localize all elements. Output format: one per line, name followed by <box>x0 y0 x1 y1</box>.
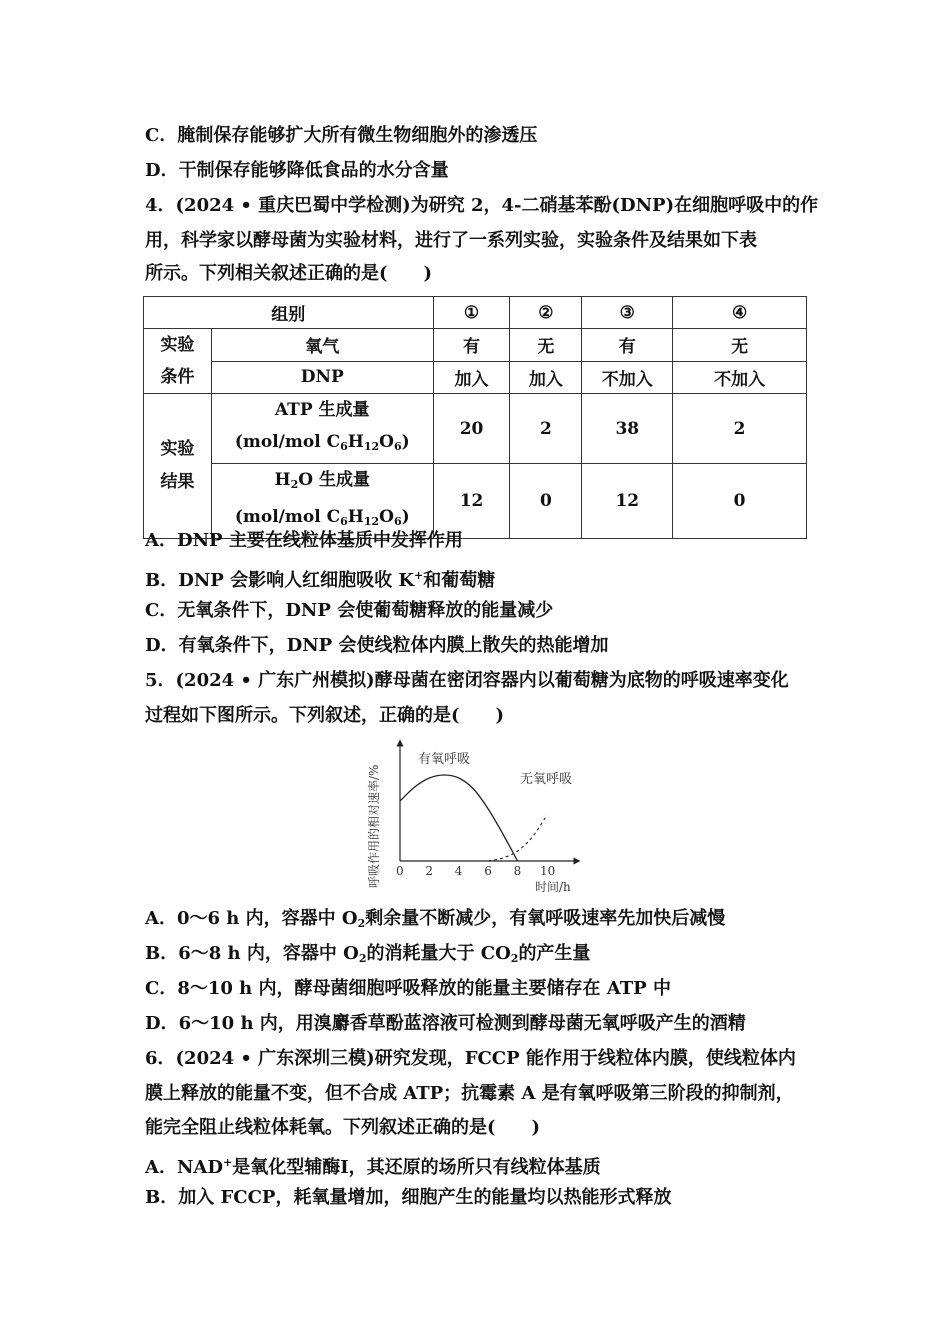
q6-option-b: B．加入 FCCP，耗氧量增加，细胞产生的能量均以热能形式释放 <box>145 1187 672 1208</box>
table-row <box>144 297 807 329</box>
table-row <box>144 329 807 362</box>
conditions-label-1: 实验 <box>160 335 195 355</box>
dnp-label: DNP <box>211 361 433 394</box>
h2o-label <box>212 464 433 501</box>
group-header: 组别 <box>144 297 434 329</box>
group-4: ④ <box>673 297 807 329</box>
option-text: 是氧化型辅酶Ⅰ，其还原的场所只有线粒体基质 <box>232 1157 601 1178</box>
unit-letter: O <box>379 507 394 527</box>
unit-sub: 12 <box>363 515 380 528</box>
unit-sub: 6 <box>393 515 402 528</box>
atp-2: 2 <box>510 394 582 464</box>
group-1: ① <box>433 297 510 329</box>
unit-suffix: ) <box>401 432 410 452</box>
results-label <box>144 394 212 539</box>
q5-option-b <box>145 944 590 969</box>
group-2: ② <box>510 297 582 329</box>
oxygen-1: 有 <box>433 329 510 362</box>
q5-stem-line1: 5．(2024 • 广东广州模拟)酵母菌在密闭容器内以葡萄糖为底物的呼吸速率变化 <box>145 670 789 691</box>
atp-1: 20 <box>433 394 510 464</box>
q4-stem-line3: 所示。下列相关叙述正确的是( ) <box>145 263 433 284</box>
y-axis-label: 呼吸作用的相对速率/% <box>367 764 381 888</box>
unit-sub: 6 <box>340 440 348 453</box>
oxygen-3: 有 <box>582 329 673 362</box>
q4-option-b <box>145 566 495 591</box>
unit-sub: 6 <box>340 515 348 528</box>
dnp-3: 不加入 <box>582 361 673 394</box>
option-text: B．DNP 会影响人红细胞吸收 K <box>145 570 414 591</box>
legend-anaerobic: 无氧呼吸 <box>520 772 573 787</box>
option-text: A．NAD <box>145 1157 223 1178</box>
h2o-1: 12 <box>433 464 510 539</box>
q6-stem-line1: 6．(2024 • 广东深圳三模)研究发现，FCCP 能作用于线粒体内膜，使线粒体内 <box>145 1048 796 1069</box>
h2o-4: 0 <box>673 464 807 539</box>
h2o-sub: 2 <box>290 478 299 491</box>
x-axis-label: 时间/h <box>535 880 571 894</box>
option-text: 和葡萄糖 <box>423 570 496 591</box>
x-tick-label: 8 <box>513 864 522 878</box>
unit-prefix: (mol/mol C <box>234 432 341 452</box>
option-text: 的消耗量大于 CO <box>366 943 511 964</box>
option-text: 剩余量不断减少，有氧呼吸速率先加快后减慢 <box>365 908 726 929</box>
unit-letter: H <box>347 507 364 527</box>
superscript: + <box>414 569 424 582</box>
atp-4: 2 <box>673 394 807 464</box>
q6-option-a <box>145 1153 601 1178</box>
oxygen-2: 无 <box>510 329 582 362</box>
q4-stem-line2: 用，科学家以酵母菌为实验材料，进行了一系列实验，实验条件及结果如下表 <box>145 230 757 251</box>
q5-option-a <box>145 909 725 934</box>
dnp-4: 不加入 <box>673 361 807 394</box>
subscript: 2 <box>510 952 519 965</box>
q6-stem-line3: 能完全阻止线粒体耗氧。下列叙述正确的是( ) <box>145 1117 541 1138</box>
table-row <box>144 394 807 464</box>
dnp-2: 加入 <box>510 361 582 394</box>
x-tick-label: 4 <box>454 864 463 878</box>
h2o-letter: H <box>274 470 291 490</box>
x-tick-label: 6 <box>484 864 492 878</box>
superscript: + <box>223 1156 233 1169</box>
series-aerobic-line <box>400 775 518 861</box>
group-3: ③ <box>582 297 673 329</box>
legend-aerobic: 有氧呼吸 <box>418 752 471 767</box>
unit-sub: 12 <box>363 440 380 453</box>
respiration-rate-chart <box>365 738 595 898</box>
conditions-label <box>144 329 212 394</box>
option-text: B．6～8 h 内，容器中 O <box>145 943 359 964</box>
conditions-label-2: 条件 <box>160 367 195 387</box>
unit-letter: O <box>379 432 394 452</box>
results-label-2: 结果 <box>160 472 195 492</box>
h2o-label-cell <box>211 464 433 539</box>
x-tick-label: 2 <box>425 864 434 878</box>
q4-stem-line1: 4．(2024 • 重庆巴蜀中学检测)为研究 2，4-二硝基苯酚(DNP)在细胞呼吸中的作 <box>145 195 819 216</box>
q4-option-c: C．无氧条件下，DNP 会使葡萄糖释放的能量减少 <box>145 600 554 621</box>
atp-3: 38 <box>582 394 673 464</box>
series-anaerobic-line <box>488 815 547 861</box>
atp-label: ATP 生成量 <box>274 400 370 420</box>
subscript: 2 <box>358 952 367 965</box>
q4-option-a: A．DNP 主要在线粒体基质中发挥作用 <box>145 530 463 551</box>
option-text: 的产生量 <box>518 943 591 964</box>
q4-data-table <box>143 296 807 539</box>
h2o-text: O 生成量 <box>298 470 370 490</box>
oxygen-4: 无 <box>673 329 807 362</box>
q3-option-d: D．干制保存能够降低食品的水分含量 <box>145 160 449 181</box>
unit-prefix: (mol/mol C <box>234 507 341 527</box>
table-row <box>144 464 807 539</box>
unit-sub: 6 <box>393 440 402 453</box>
x-tick-label: 10 <box>540 864 556 878</box>
q5-stem-line2: 过程如下图所示。下列叙述，正确的是( ) <box>145 705 505 726</box>
unit-suffix: ) <box>401 507 410 527</box>
unit-letter: H <box>347 432 364 452</box>
atp-label-cell <box>211 394 433 464</box>
results-label-1: 实验 <box>160 439 195 459</box>
q5-option-c: C．8～10 h 内，酵母菌细胞呼吸释放的能量主要储存在 ATP 中 <box>145 978 671 999</box>
q3-option-c: C．腌制保存能够扩大所有微生物细胞外的渗透压 <box>145 125 538 146</box>
q6-stem-line2: 膜上释放的能量不变，但不合成 ATP；抗霉素 A 是有氧呼吸第三阶段的抑制剂， <box>145 1083 794 1104</box>
oxygen-label: 氧气 <box>211 329 433 362</box>
h2o-3: 12 <box>582 464 673 539</box>
table-row <box>144 361 807 394</box>
atp-unit <box>212 426 433 463</box>
q4-option-d: D．有氧条件下，DNP 会使线粒体内膜上散失的热能增加 <box>145 635 609 656</box>
subscript: 2 <box>357 917 366 930</box>
x-tick-label: 0 <box>396 864 404 878</box>
h2o-2: 0 <box>510 464 582 539</box>
option-text: A．0～6 h 内，容器中 O <box>145 908 358 929</box>
q5-option-d: D．6～10 h 内，用溴麝香草酚蓝溶液可检测到酵母菌无氧呼吸产生的酒精 <box>145 1013 746 1034</box>
dnp-1: 加入 <box>433 361 510 394</box>
